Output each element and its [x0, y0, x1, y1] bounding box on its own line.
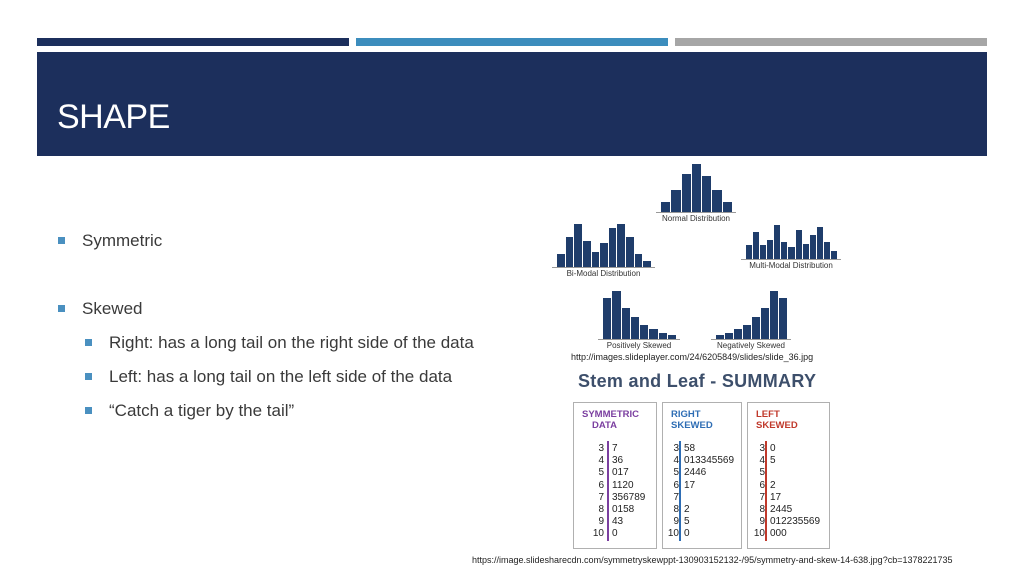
histogram-bar	[830, 251, 837, 260]
histogram-bar	[816, 227, 823, 259]
stem-leaf-rows	[574, 443, 656, 541]
histogram-bar	[630, 317, 639, 339]
histogram-baseline	[711, 339, 791, 340]
histogram-bar	[773, 225, 780, 259]
histogram-bar	[802, 244, 809, 259]
stem-leaf-row	[663, 443, 741, 455]
histogram-bar	[670, 190, 680, 212]
stem-leaf-row	[748, 455, 829, 467]
stem-value: 6	[598, 479, 604, 491]
stem-value: 9	[759, 516, 765, 528]
panel-heading-line-2: SKEWED	[671, 420, 713, 431]
bullet-text: Skewed	[82, 299, 143, 318]
bullet-skewed	[82, 299, 142, 319]
histogram-bar	[667, 335, 676, 339]
stem-value: 7	[598, 491, 604, 503]
accent-bar-gray	[675, 38, 987, 46]
bullet-left-skew	[109, 367, 452, 387]
stem-leaf-row	[663, 492, 741, 504]
panel-heading	[582, 409, 639, 431]
image-credit-url: http://images.slideplayer.com/24/6205849/slides/slide_36.jpg	[571, 352, 814, 362]
stem-leaf-row	[663, 467, 741, 479]
histogram-bar	[621, 308, 630, 339]
histogram-bar	[648, 329, 657, 339]
stem-value: 3	[673, 443, 679, 454]
leaf-value: 5	[770, 455, 776, 467]
leaf-value: 0	[612, 528, 618, 540]
leaf-value: 2446	[684, 467, 707, 479]
multimodal-distribution-label: Multi-Modal Distribution	[749, 261, 833, 270]
bullet-marker	[85, 339, 92, 346]
stem-leaf-panel-right-skewed	[662, 402, 742, 549]
bullet-symmetric	[82, 231, 162, 251]
leaf-value: 5	[684, 516, 690, 528]
leaf-value: 17	[770, 491, 782, 503]
stem-leaf-row	[663, 528, 741, 540]
stem-leaf-row	[748, 467, 829, 479]
stem-leaf-row	[748, 492, 829, 504]
bimodal-histogram	[552, 224, 655, 267]
panel-heading-line-2: SKEWED	[756, 420, 798, 431]
histogram-bar	[616, 224, 625, 267]
histogram-bar	[715, 335, 724, 339]
stem-leaf-row	[574, 455, 656, 467]
leaf-value: 2445	[770, 503, 793, 515]
stem-value: 5	[673, 467, 679, 479]
bullet-text: Left: has a long tail on the left side of the data	[109, 367, 453, 386]
histogram-bar	[724, 333, 733, 339]
histogram-bar	[591, 252, 600, 267]
stem-value: 5	[598, 467, 604, 479]
histogram-bar	[722, 202, 732, 212]
multimodal-distribution-figure	[741, 225, 841, 270]
histogram-bar	[660, 202, 670, 212]
leaf-value: 017	[612, 467, 629, 479]
histogram-bar	[778, 298, 787, 339]
normal-distribution-label: Normal Distribution	[661, 214, 731, 223]
stem-leaf-row	[574, 480, 656, 492]
histogram-bar	[611, 291, 620, 339]
leaf-value: 58	[684, 443, 696, 454]
leaf-value: 356789	[612, 491, 646, 503]
histogram-bar	[745, 245, 752, 259]
stem-leaf-row	[574, 443, 656, 455]
histogram-bar	[691, 164, 701, 212]
histogram-bar	[556, 254, 565, 267]
histogram-bar	[602, 298, 611, 339]
histogram-bar	[809, 235, 816, 259]
histogram-bar	[769, 291, 778, 339]
histogram-bar	[733, 329, 742, 339]
histogram-bar	[642, 261, 651, 267]
bullet-text: “Catch a tiger by the tail”	[109, 401, 295, 420]
stem-leaf-row	[574, 516, 656, 528]
image-credit-url-2: https://image.slidesharecdn.com/symmetryskewppt-130903152132-/95/symmetry-and-skew-14-638.jpg?cb=1378221735	[472, 555, 953, 565]
stem-value: 10	[667, 528, 679, 540]
stem-value: 10	[592, 528, 604, 540]
stem-leaf-row	[748, 504, 829, 516]
positively-skewed-label: Positively Skewed	[606, 341, 672, 350]
stem-value: 3	[759, 443, 765, 454]
stem-leaf-row	[663, 504, 741, 516]
stem-leaf-row	[748, 528, 829, 540]
normal-histogram	[656, 164, 736, 212]
leaf-value: 1120	[612, 479, 634, 491]
stem-value: 5	[759, 467, 765, 479]
negative-skew-histogram	[711, 291, 791, 339]
stem-value: 8	[673, 503, 679, 515]
histogram-bar	[625, 237, 634, 267]
histogram-bar	[759, 245, 766, 259]
histogram-bar	[795, 230, 802, 259]
histogram-bar	[582, 241, 591, 267]
histogram-bar	[599, 243, 608, 267]
leaf-value: 43	[612, 516, 624, 528]
panel-heading-line-2: DATA	[592, 420, 617, 431]
leaf-value: 012235569	[770, 516, 821, 528]
leaf-value: 17	[684, 479, 696, 491]
title-band	[37, 52, 987, 156]
histogram-bar	[766, 240, 773, 259]
stem-value: 7	[673, 491, 679, 503]
stem-leaf-row	[574, 467, 656, 479]
stem-leaf-row	[748, 516, 829, 528]
histogram-bar	[742, 325, 751, 339]
histogram-bar	[711, 190, 721, 212]
accent-bar-navy	[37, 38, 349, 46]
leaf-value: 0158	[612, 503, 635, 515]
stem-value: 7	[759, 491, 765, 503]
stem-value: 3	[598, 443, 604, 454]
positively-skewed-figure	[598, 291, 680, 350]
normal-distribution-figure	[656, 164, 736, 223]
histogram-bar	[780, 242, 787, 259]
stem-leaf-row	[663, 480, 741, 492]
leaf-value: 013345569	[684, 455, 735, 467]
positive-skew-histogram	[598, 291, 680, 339]
bullet-text: Right: has a long tail on the right side of the data	[109, 333, 474, 352]
bullet-catch-tiger	[109, 401, 294, 421]
stem-value: 6	[673, 479, 679, 491]
histogram-baseline	[598, 339, 680, 340]
stem-leaf-panel-left-skewed	[747, 402, 830, 549]
bimodal-distribution-figure	[552, 224, 655, 278]
leaf-value: 36	[612, 455, 624, 467]
stem-leaf-title: Stem and Leaf - SUMMARY	[578, 371, 817, 391]
histogram-bar	[823, 242, 830, 259]
stem-value: 4	[759, 455, 765, 467]
bullet-marker	[58, 237, 65, 244]
leaf-value: 7	[612, 443, 618, 454]
stem-leaf-row	[574, 504, 656, 516]
stem-value: 9	[673, 516, 679, 528]
histogram-bar	[787, 247, 794, 259]
panel-heading-line-1: SYMMETRIC	[582, 409, 639, 420]
leaf-value: 0	[770, 443, 776, 454]
leaf-value: 0	[684, 528, 690, 540]
bimodal-distribution-label: Bi-Modal Distribution	[566, 269, 641, 278]
stem-leaf-row	[748, 443, 829, 455]
histogram-bar	[639, 325, 648, 339]
histogram-baseline	[741, 259, 841, 260]
stem-leaf-row	[574, 492, 656, 504]
stem-value: 6	[759, 479, 765, 491]
negatively-skewed-figure	[711, 291, 791, 350]
bullet-marker	[58, 305, 65, 312]
stem-leaf-rows	[748, 443, 829, 541]
histogram-baseline	[552, 267, 655, 268]
leaf-value: 000	[770, 528, 787, 540]
negatively-skewed-label: Negatively Skewed	[716, 341, 786, 350]
histogram-bar	[608, 228, 617, 267]
stem-value: 8	[598, 503, 604, 515]
accent-bar-blue	[356, 38, 668, 46]
histogram-bar	[565, 237, 574, 267]
stem-value: 8	[759, 503, 765, 515]
slide-title: SHAPE	[57, 98, 170, 136]
leaf-value: 2	[684, 503, 690, 515]
stem-leaf-row	[663, 516, 741, 528]
multimodal-histogram	[741, 225, 841, 259]
histogram-bar	[658, 333, 667, 339]
histogram-bar	[760, 308, 769, 339]
bullet-text: Symmetric	[82, 231, 163, 250]
panel-heading	[671, 409, 713, 431]
stem-leaf-rows	[663, 443, 741, 541]
histogram-baseline	[656, 212, 736, 213]
stem-leaf-panel-symmetric	[573, 402, 657, 549]
histogram-bar	[573, 224, 582, 267]
histogram-bar	[701, 176, 711, 212]
bullet-marker	[85, 407, 92, 414]
leaf-value: 2	[770, 479, 776, 491]
stem-value: 9	[598, 516, 604, 528]
histogram-bar	[634, 254, 643, 267]
stem-value: 10	[753, 528, 765, 540]
stem-value: 4	[673, 455, 679, 467]
histogram-bar	[681, 174, 691, 212]
stem-leaf-row	[748, 480, 829, 492]
stem-leaf-row	[574, 528, 656, 540]
stem-leaf-row	[663, 455, 741, 467]
bullet-right-skew	[109, 333, 474, 353]
panel-heading	[756, 409, 798, 431]
histogram-bar	[752, 232, 759, 259]
stem-value: 4	[598, 455, 604, 467]
panel-heading-line-1: RIGHT	[671, 409, 701, 420]
panel-heading-line-1: LEFT	[756, 409, 780, 420]
histogram-bar	[751, 317, 760, 339]
bullet-marker	[85, 373, 92, 380]
